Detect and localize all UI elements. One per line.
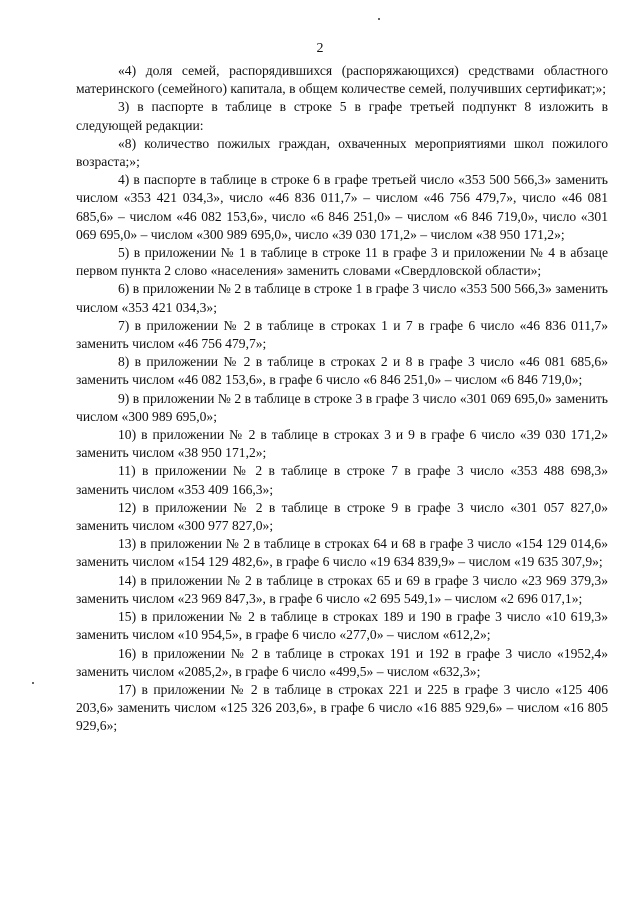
paragraph-item-6: 6) в приложении № 2 в таблице в строке 1 в графе 3 число «353 500 566,3» заменить числом «353 421 034,3»; bbox=[76, 281, 608, 315]
paragraph-item-16: 16) в приложении № 2 в таблице в строках 191 и 192 в графе 3 число «1952,4» заменить числом «2085,2», в графе 6 число «499,5» – числом «632,3»; bbox=[76, 645, 608, 679]
paragraph-quoted-item-8: «8) количество пожилых граждан, охваченных мероприятиями школ пожилого возраста;»; bbox=[76, 135, 608, 170]
paragraph-item-12: 12) в приложении № 2 в таблице в строке 9 в графе 3 число «301 057 827,0» заменить числом «300 977 827,0»; bbox=[76, 499, 608, 534]
paragraph-item-14: 14) в приложении № 2 в таблице в строках 65 и 69 в графе 3 число «23 969 379,3» заменить числом «23 969 847,3», в графе 6 число «2 695 549,1» – числом «2 696 017,1»; bbox=[76, 572, 608, 606]
page-number: 2 bbox=[316, 41, 324, 56]
document-body bbox=[76, 62, 608, 736]
paragraph-item-5: 5) в приложении № 1 в таблице в строке 11 в графе 3 и приложении № 4 в абзаце первом пункта 2 слово «населения» заменить словами «Свердловской области»; bbox=[76, 245, 608, 279]
paragraph-item-13: 13) в приложении № 2 в таблице в строках 64 и 68 в графе 3 число «154 129 014,6» заменить числом «154 129 482,6», в графе 6 число «19 634 839,9» – числом «19 635 307,9»; bbox=[76, 536, 608, 570]
paragraph-item-15: 15) в приложении № 2 в таблице в строках 189 и 190 в графе 3 число «10 619,3» заменить числом «10 954,5», в графе 6 число «277,0» – числом «612,2»; bbox=[76, 609, 608, 643]
paragraph-item-7: 7) в приложении № 2 в таблице в строках 1 и 7 в графе 6 число «46 836 011,7» заменить числом «46 756 479,7»; bbox=[76, 317, 608, 352]
paragraph-item-8: 8) в приложении № 2 в таблице в строках 2 и 8 в графе 3 число «46 081 685,6» заменить числом «46 082 153,6», в графе 6 число «6 846 251,0» – числом «6 846 719,0»; bbox=[76, 354, 608, 388]
paragraph-item-4-amendment: 4) в паспорте в таблице в строке 6 в графе третьей число «353 500 566,3» заменить числом «353 421 034,3», число «46 836 011,7» – числом «46 756 479,7», число «46 081 685,6» – числом «46 082 153,6», число «6 846 251,0» – числом «6 846 719,0», число «301 069 695,0» – числом «300 989 695,0», число «39 030 171,2» – числом «38 950 171,2»; bbox=[76, 172, 608, 242]
paragraph-item-3: 3) в паспорте в таблице в строке 5 в графе третьей подпункт 8 изложить в следующей редакции: bbox=[76, 99, 608, 133]
paragraph-item-10: 10) в приложении № 2 в таблице в строках 3 и 9 в графе 6 число «39 030 171,2» заменить числом «38 950 171,2»; bbox=[76, 427, 608, 461]
scan-speck bbox=[378, 18, 380, 20]
paragraph-item-4: «4) доля семей, распорядившихся (распоряжающихся) средствами областного материнского (семейного) капитала, в общем количестве семей, получивших сертификат;»; bbox=[76, 63, 608, 97]
scan-speck bbox=[32, 682, 34, 684]
paragraph-item-11: 11) в приложении № 2 в таблице в строке 7 в графе 3 число «353 488 698,3» заменить числом «353 409 166,3»; bbox=[76, 463, 608, 497]
paragraph-item-17: 17) в приложении № 2 в таблице в строках 221 и 225 в графе 3 число «125 406 203,6» заменить числом «125 326 203,6», в графе 6 число «16 885 929,6» – числом «16 805 929,6»; bbox=[76, 681, 608, 734]
paragraph-item-9: 9) в приложении № 2 в таблице в строке 3 в графе 3 число «301 069 695,0» заменить числом «300 989 695,0»; bbox=[76, 390, 608, 424]
